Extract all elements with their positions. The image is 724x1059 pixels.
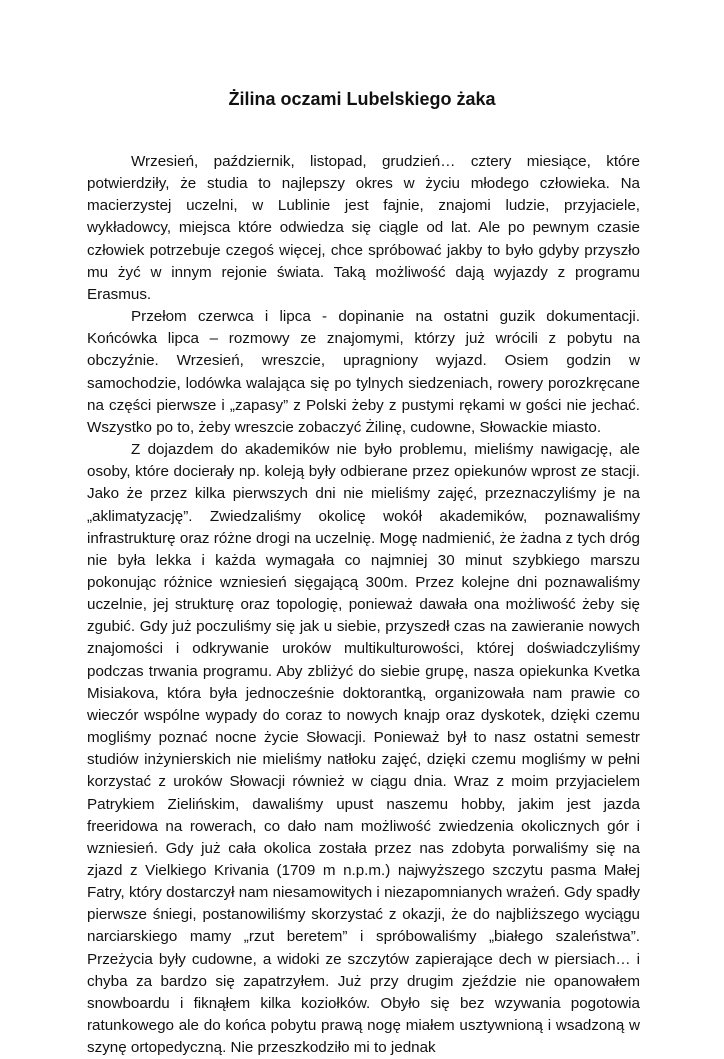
document-body: [87, 151, 640, 1059]
paragraph-1: Wrzesień, październik, listopad, grudzień… cztery miesiące, które potwierdziły, że studia to najlepszy okres w życiu młodego człowieka. Na macierzystej uczelni, w Lublinie jest fajnie, znajomi ludzie, przyjaciele, wykładowcy, miejsca które odwiedza się ciągle od lat. Ale po pewnym czasie człowiek potrzebuje czegoś więcej, chce spróbować jakby to było gdyby przyszło mu żyć w innym rejonie świata. Taką możliwość dają wyjazdy z programu Erasmus.: [87, 153, 640, 303]
paragraph-2: Przełom czerwca i lipca - dopinanie na ostatni guzik dokumentacji. Końcówka lipca – rozmowy ze znajomymi, którzy już wrócili z pobytu na obczyźnie. Wrzesień, wreszcie, upragniony wyjazd. Osiem godzin w samochodzie, lodówka walająca się po tylnych siedzeniach, rowery porozkręcane na części pierwsze i „zapasy” z Polski żeby z pustymi rękami w gości nie jechać. Wszystko po to, żeby wreszcie zobaczyć Żilinę, cudowne, Słowackie miasto.: [87, 308, 640, 436]
document-title: Żilina oczami Lubelskiego żaka: [228, 89, 496, 109]
paragraph-3: Z dojazdem do akademików nie było problemu, mieliśmy nawigację, ale osoby, które docierały np. koleją były odbierane przez opiekunów wprost ze stacji. Jako że przez kilka pierwszych dni nie mieliśmy zajęć, przeznaczyliśmy je na „aklimatyzację”. Zwiedzaliśmy okolicę wokół akademików, poznawaliśmy infrastrukturę oraz różne drogi na uczelnię. Mogę nadmienić, że żadna z tych dróg nie była lekka i każda wymagała co najmniej 30 minut szybkiego marszu pokonując różnice wzniesień sięgającą 300m. Przez kolejne dni poznawaliśmy uczelnie, jej strukturę oraz topologię, ponieważ dawała ona możliwość żeby się zgubić. Gdy już poczuliśmy się jak u siebie, przyszedł czas na zawieranie nowych znajomości i odkrywanie uroków multikulturowości, której doświadczyliśmy podczas trwania programu. Aby zbliżyć do siebie grupę, nasza opiekunka Kvetka Misiakova, która była jednocześnie doktorantką, organizowała nam prawie co wieczór wspólne wypady do coraz to nowych knajp oraz dyskotek, dzięki czemu mogliśmy poznać nocne życie Słowacji. Ponieważ był to nasz ostatni semestr studiów inżynierskich nie mieliśmy natłoku zajęć, dzięki czemu mogliśmy w pełni korzystać z uroków Słowacji również w ciągu dnia. Wraz z moim przyjacielem Patrykiem Zielińskim, dawaliśmy upust naszemu hobby, jakim jest jazda freeridowa na rowerach, co dało nam możliwość zwiedzenia okolicznych gór i wzniesień. Gdy już cała okolica została przez nas zdobyta porwaliśmy się na zjazd z Vielkiego Krivania (1709 m n.p.m.) najwyższego szczytu pasma Małej Fatry, który dostarczył nam niesamowitych i niezapomnianych wrażeń. Gdy spadły pierwsze śniegi, postanowiliśmy skorzystać z okazji, że do najbliższego wyciągu narciarskiego mamy „rzut beretem” i spróbowaliśmy „białego szaleństwa”. Przeżycia były cudowne, a widoki ze szczytów zapierające dech w piersiach… i chyba za bardzo się zapatrzyłem. Już przy drugim zjeździe nie opanowałem snowboardu i fiknąłem kilka koziołków. Obyło się bez wzywania pogotowia ratunkowego ale do końca pobytu prawą nogę miałem usztywnioną i wsadzoną w szynę ortopedyczną. Nie przeszkodziło mi to jednak: [87, 441, 640, 1057]
